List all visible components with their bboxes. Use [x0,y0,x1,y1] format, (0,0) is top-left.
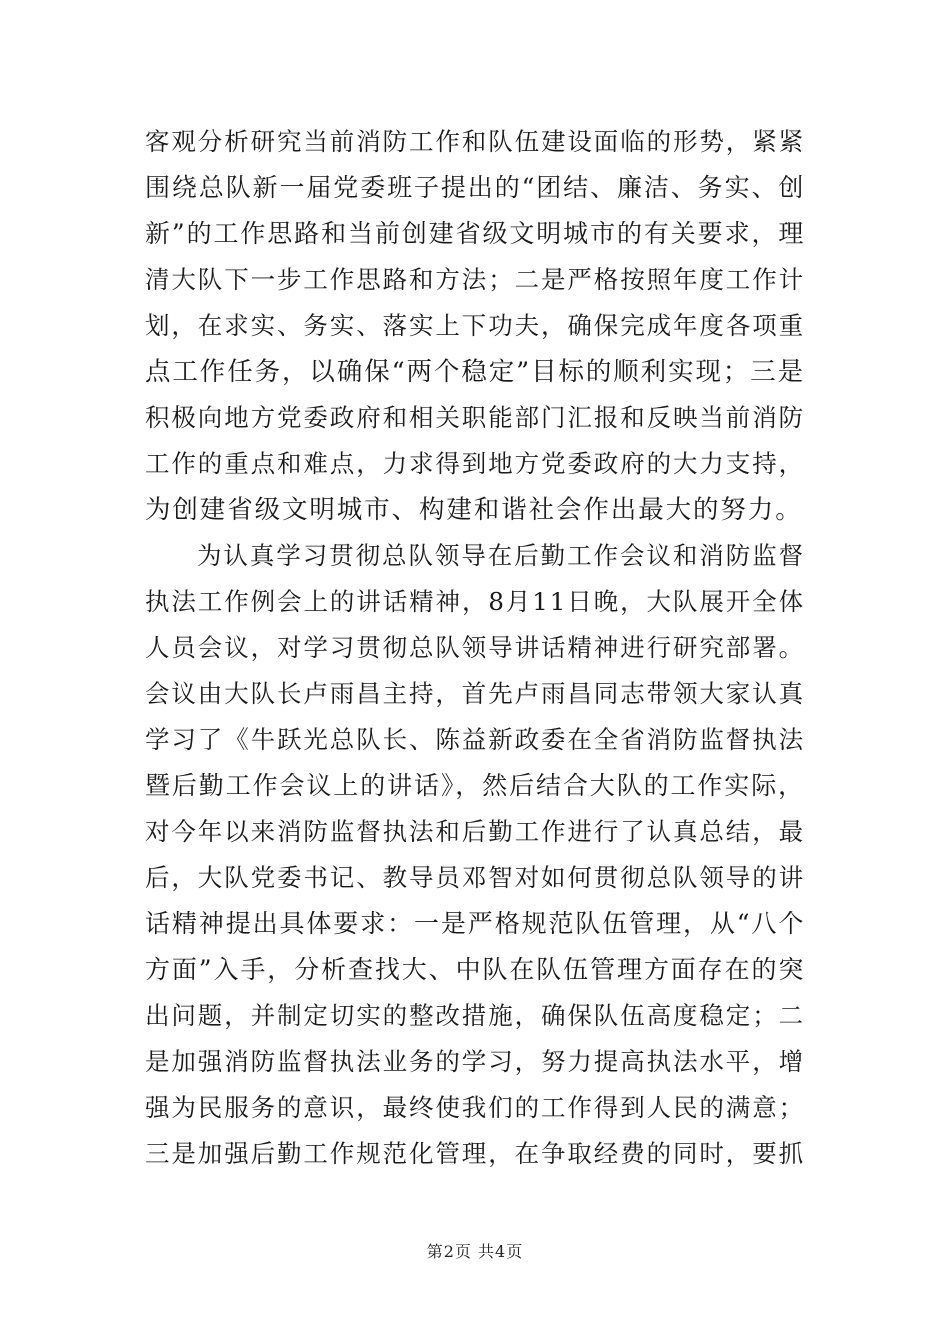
paragraph-2-line-14: 三是加强后勤工作规范化管理，在争取经费的同时，要抓 [145,1139,805,1168]
paragraph-2-line-13: 强为民服务的意识，最终使我们的工作得到人民的满意； [145,1093,805,1122]
paragraph-2-line-6: 暨后勤工作会议上的讲话》，然后结合大队的工作实际， [145,771,806,800]
paragraph-2-line-8: 后，大队党委书记、教导员邓智对如何贯彻总队领导的讲 [145,863,805,892]
paragraph-1-line-1: 客观分析研究当前消防工作和队伍建设面临的形势，紧紧 [145,127,805,156]
paragraph-2-line-5: 学习了《牛跃光总队长、陈益新政委在全省消防监督执法 [145,725,805,754]
paragraph-1-line-6: 点工作任务，以确保“两个稳定”目标的顺利实现；三是 [145,357,806,387]
paragraph-1-line-4: 清大队下一步工作思路和方法；二是严格按照年度工作计 [145,265,805,294]
paragraph-2-line-1: 为认真学习贯彻总队领导在后勤工作会议和消防监督 [197,541,805,570]
paragraph-1-line-7: 积极向地方党委政府和相关职能部门汇报和反映当前消防 [145,403,805,432]
paragraph-2-line-9: 话精神提出具体要求：一是严格规范队伍管理，从“八个 [145,909,806,938]
paragraph-2-line-3: 人员会议，对学习贯彻总队领导讲话精神进行研究部署。 [145,633,805,662]
paragraph-2-line-12: 是加强消防监督执法业务的学习，努力提高执法水平，增 [145,1047,805,1076]
paragraph-1-line-3: 新”的工作思路和当前创建省级文明城市的有关要求，理 [145,219,806,248]
paragraph-2-line-2: 执法工作例会上的讲话精神，8月11日晚，大队展开全体 [145,587,805,616]
paragraph-2-line-4: 会议由大队长卢雨昌主持，首先卢雨昌同志带领大家认真 [145,679,805,708]
paragraph-1-line-9: 为创建省级文明城市、构建和谐社会作出最大的努力。 [145,495,803,525]
paragraph-2-line-10: 方面”入手，分析查找大、中队在队伍管理方面存在的突 [145,955,806,984]
page-number-footer: 第2页 共4页 [426,1242,524,1261]
paragraph-2-line-7: 对今年以来消防监督执法和后勤工作进行了认真总结，最 [145,817,805,846]
paragraph-1-line-2: 围绕总队新一届党委班子提出的“团结、廉洁、务实、创 [145,173,806,202]
paragraph-1-line-5: 划，在求实、务实、落实上下功夫，确保完成年度各项重 [145,311,805,340]
paragraph-1-line-8: 工作的重点和难点，力求得到地方党委政府的大力支持， [145,449,805,478]
paragraph-2-line-11: 出问题，并制定切实的整改措施，确保队伍高度稳定；二 [145,1001,805,1030]
